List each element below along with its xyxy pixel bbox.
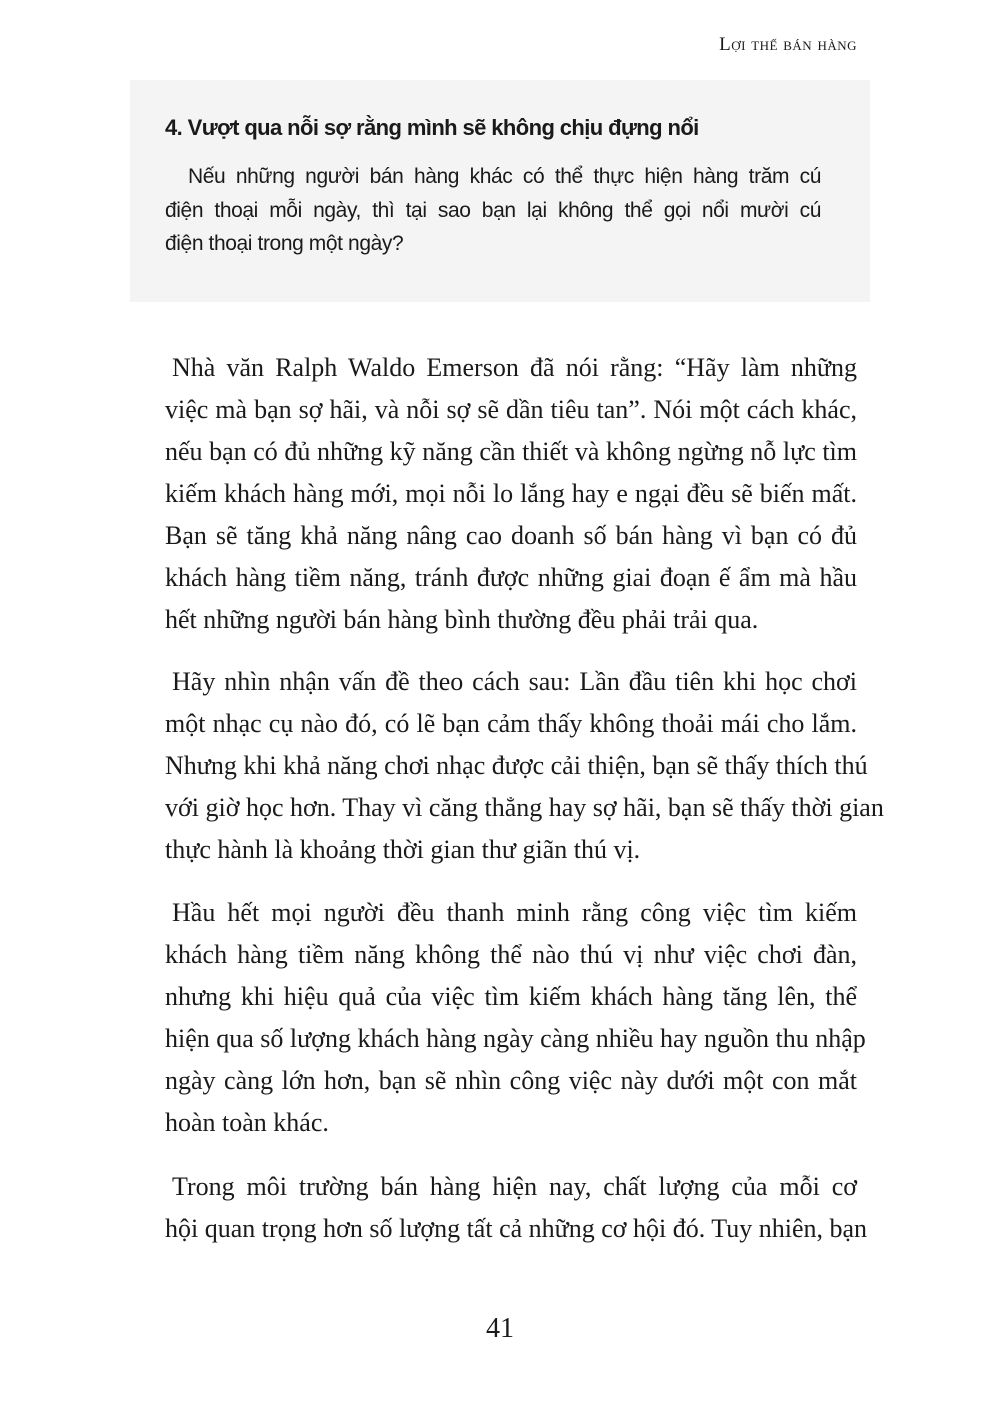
paragraph-line: ngày càng lớn hơn, bạn sẽ nhìn công việc này dưới một con mắt — [165, 1066, 857, 1095]
paragraph-line: Hãy nhìn nhận vấn đề theo cách sau: Lần đầu tiên khi học chơi — [172, 667, 857, 696]
paragraph-line: Nhà văn Ralph Waldo Emerson đã nói rằng: “Hãy làm những — [172, 353, 857, 382]
paragraph-line: khách hàng tiềm năng, tránh được những giai đoạn ế ẩm mà hầu — [165, 563, 857, 592]
box-text-line: Nếu những người bán hàng khác có thể thực hiện hàng trăm cú — [188, 165, 821, 188]
paragraph-line: hoàn toàn khác. — [165, 1108, 329, 1137]
paragraph-line: hội quan trọng hơn số lượng tất cả những cơ hội đó. Tuy nhiên, bạn — [165, 1214, 868, 1243]
paragraph-line: nếu bạn có đủ những kỹ năng cần thiết và không ngừng nỗ lực tìm — [165, 437, 857, 466]
page-number: 41 — [486, 1313, 514, 1344]
box-heading: 4. Vượt qua nỗi sợ rằng mình sẽ không chịu đựng nổi — [165, 115, 699, 140]
paragraph-line: hiện qua số lượng khách hàng ngày càng nhiều hay nguồn thu nhập — [165, 1024, 866, 1053]
paragraph-line: khách hàng tiềm năng không thể nào thú vị như việc chơi đàn, — [165, 940, 857, 969]
paragraph-line: thực hành là khoảng thời gian thư giãn thú vị. — [165, 835, 641, 864]
paragraph-line: Trong môi trường bán hàng hiện nay, chất lượng của mỗi cơ — [172, 1172, 857, 1201]
paragraph-line: kiếm khách hàng mới, mọi nỗi lo lắng hay e ngại đều sẽ biến mất. — [165, 479, 857, 508]
paragraph-line: với giờ học hơn. Thay vì căng thẳng hay sợ hãi, bạn sẽ thấy thời gian — [165, 793, 884, 822]
box-text-line: điện thoại mỗi ngày, thì tại sao bạn lại không thể gọi nổi mười cú — [165, 199, 821, 222]
paragraph-line: nhưng khi hiệu quả của việc tìm kiếm khách hàng tăng lên, thể — [165, 982, 857, 1011]
paragraph-line: việc mà bạn sợ hãi, và nỗi sợ sẽ dần tiêu tan”. Nói một cách khác, — [165, 395, 857, 424]
paragraph-line: Bạn sẽ tăng khả năng nâng cao doanh số bán hàng vì bạn có đủ — [165, 521, 857, 550]
paragraph-line: Nhưng khi khả năng chơi nhạc được cải thiện, bạn sẽ thấy thích thú — [165, 751, 868, 780]
paragraph-line: Hầu hết mọi người đều thanh minh rằng công việc tìm kiếm — [172, 898, 857, 927]
highlight-box — [130, 80, 870, 302]
paragraph-line: một nhạc cụ nào đó, có lẽ bạn cảm thấy không thoải mái cho lắm. — [165, 709, 857, 738]
paragraph-line: hết những người bán hàng bình thường đều phải trải qua. — [165, 605, 759, 634]
running-header: Lợi thế bán hàng — [719, 34, 857, 55]
box-text-line: điện thoại trong một ngày? — [165, 232, 404, 255]
